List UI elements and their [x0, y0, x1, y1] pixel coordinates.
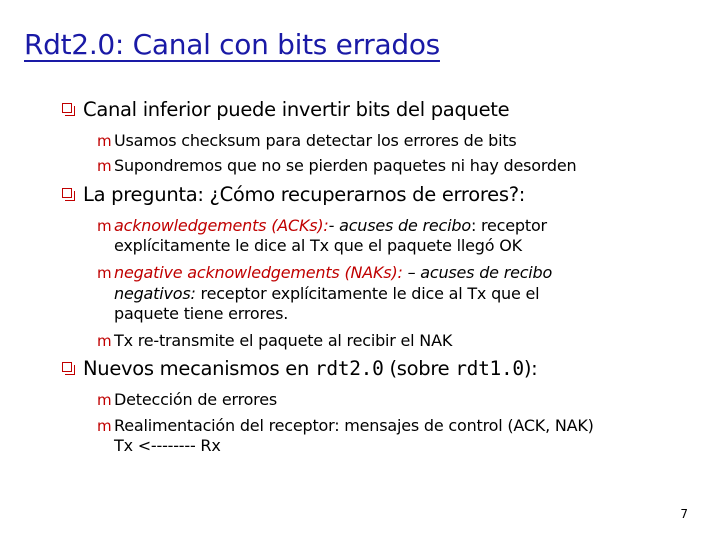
sub-bullet-text: Detección de errores [114, 390, 277, 409]
sub-bullet-text [114, 216, 547, 236]
sub-bullet-text: Tx re-transmite el paquete al recibir el NAK [114, 331, 453, 350]
text-mid: (sobre [383, 357, 456, 380]
m-bullet-icon: m [97, 132, 112, 150]
square-bullet-icon [62, 362, 72, 372]
m-bullet-icon: m [97, 417, 112, 435]
square-bullet-icon [62, 103, 72, 113]
ack-desc-2: : receptor [470, 216, 547, 235]
code-rdt20: rdt2.0 [314, 357, 384, 380]
sub-bullet-text: paquete tiene errores. [114, 304, 289, 323]
sub-bullet-text: explícitamente le dice al Tx que el paquete llegó OK [114, 236, 522, 255]
bullet-text [83, 357, 537, 380]
sub-bullet-text: Usamos checksum para detectar los errores de bits [114, 131, 517, 150]
ack-term: acknowledgements (ACKs): [114, 216, 329, 235]
page-number: 7 [680, 507, 688, 521]
sub-bullet-text: Supondremos que no se pierden paquetes ni hay desorden [114, 156, 577, 175]
nak-desc-2: negativos: [114, 284, 196, 303]
sub-bullet-text [114, 284, 539, 304]
ack-desc: - acuses de recibo [328, 216, 471, 235]
bullet-text: La pregunta: ¿Cómo recuperarnos de errores?: [83, 183, 526, 206]
text-post: ): [523, 357, 538, 380]
sub-bullet-text: Tx <-------- Rx [114, 436, 221, 455]
sub-bullet-text: Realimentación del receptor: mensajes de control (ACK, NAK) [114, 416, 594, 435]
nak-desc: – acuses de recibo [402, 263, 553, 282]
m-bullet-icon: m [97, 157, 112, 175]
m-bullet-icon: m [97, 264, 112, 282]
m-bullet-icon: m [97, 332, 112, 350]
nak-desc-3: receptor explícitamente le dice al Tx que el [195, 284, 540, 303]
square-bullet-icon [62, 188, 72, 198]
text-pre: Nuevos mecanismos en [83, 357, 315, 380]
code-rdt10: rdt1.0 [455, 357, 524, 380]
m-bullet-icon: m [97, 217, 112, 235]
sub-bullet-text [114, 263, 552, 283]
nak-term: negative acknowledgements (NAKs): [114, 263, 403, 282]
bullet-text: Canal inferior puede invertir bits del paquete [83, 98, 510, 121]
m-bullet-icon: m [97, 391, 112, 409]
page-title: Rdt2.0: Canal con bits errados [24, 28, 440, 61]
